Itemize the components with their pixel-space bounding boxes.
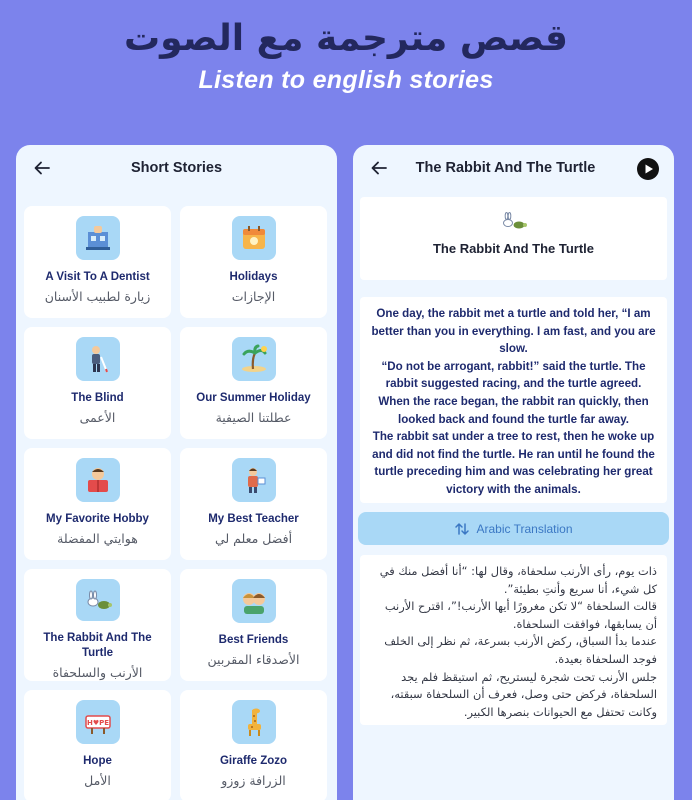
story-title-ar: عطلتنا الصيفية: [215, 410, 292, 425]
list-title: Short Stories: [130, 160, 223, 176]
story-title-en: Our Summer Holiday: [196, 392, 311, 404]
story-detail-screen: [353, 145, 674, 800]
play-icon[interactable]: [636, 157, 660, 181]
back-arrow-icon[interactable]: [32, 158, 52, 178]
story-card-dentist[interactable]: [24, 206, 171, 318]
calendar-icon: [232, 216, 276, 260]
hope-sign-icon: [76, 700, 120, 744]
giraffe-icon: [232, 700, 276, 744]
story-card-summer-holiday[interactable]: [180, 327, 327, 439]
story-card-the-blind[interactable]: [24, 327, 171, 439]
reading-icon: [76, 458, 120, 502]
story-card-best-friends[interactable]: [180, 569, 327, 681]
story-title-ar: الأرنب والسلحفاة: [52, 665, 143, 680]
story-title-en: The Rabbit And The Turtle: [43, 632, 152, 659]
svg-text:H♥PE: H♥PE: [86, 719, 109, 727]
swap-vertical-icon: [454, 521, 470, 537]
story-title: The Rabbit And The Turtle: [432, 241, 595, 256]
story-title-en: The Blind: [71, 392, 124, 404]
story-title-en: My Best Teacher: [208, 513, 299, 525]
story-card-favorite-hobby[interactable]: [24, 448, 171, 560]
story-title-en: Hope: [83, 755, 112, 767]
story-grid: [24, 206, 328, 800]
story-title-ar: الأمل: [84, 773, 111, 788]
story-text-ar: ذات يوم، رأى الأرنب سلحفاة، وقال لها: “أنا أفضل منك في كل شيء، أنا سريع وأنتِ بطيئة”. قالت السلحفاة “لا تكن مغرورًا أيها الأرنب!”، اقترح الأرنب أن يسابقها، فوافقت السلحفاة. عندما بدأ السباق، ركض الأرنب بسرعة، ثم نظر إلى الخلف فوجد السلحفاة بعيدة. جلس الأرنب تحت شجرة ليستريح، ثم استيقظ فلم يجد السلحفاة، فركض حتى وصل، فعرف أن السلحفاة سبقته، وكانت تحتفل مع الحيوانات بنصرها الكبير.: [379, 564, 657, 719]
english-story-box: [360, 297, 667, 503]
translate-label: Arabic Translation: [476, 521, 573, 536]
detail-title: The Rabbit And The Turtle: [415, 160, 596, 176]
hero-subtitle-en: Listen to english stories: [198, 66, 494, 94]
story-card-best-teacher[interactable]: [180, 448, 327, 560]
story-header-box: [360, 197, 667, 280]
story-title-ar: الأعمى: [79, 410, 116, 425]
teacher-icon: [232, 458, 276, 502]
arabic-translation-button[interactable]: [358, 512, 669, 545]
story-card-giraffe-zozo[interactable]: [180, 690, 327, 800]
story-title-en: Best Friends: [218, 634, 289, 646]
story-title-en: Holidays: [229, 271, 278, 283]
story-paragraph-en: One day, the rabbit met a turtle and told her, “I am better than you in everything. I am fast, and you are slow. “Do not be arrogant, rabbit!” said the turtle. The rabbit suggested racing, and the turtle agreed. When the race began, the rabbit ran quickly, then looked back and found the turtle far away. The rabbit sat under a tree to rest, then he woke up and did not find the turtle. He ran until he found the turtle preceding him and was celebrating her great victory with the animals.: [371, 307, 656, 496]
story-title-en: A Visit To A Dentist: [45, 271, 150, 283]
story-title-ar: الزرافة زوزو: [221, 773, 286, 788]
story-title-ar: زيارة لطبيب الأسنان: [44, 289, 151, 304]
story-title-ar: الأصدقاء المقربين: [207, 652, 300, 667]
arabic-story-box: [360, 555, 667, 725]
back-arrow-icon[interactable]: [369, 158, 389, 178]
rabbit-turtle-icon: [360, 209, 667, 231]
detail-app-bar: [353, 145, 674, 191]
story-title-en: My Favorite Hobby: [46, 513, 149, 525]
dentist-icon: [76, 216, 120, 260]
story-list-screen: [16, 145, 337, 800]
story-title-ar: أفضل معلم لي: [214, 531, 293, 546]
story-card-holidays[interactable]: [180, 206, 327, 318]
blind-man-icon: [76, 337, 120, 381]
list-app-bar: [16, 145, 337, 191]
story-text-en: [366, 305, 661, 499]
friends-icon: [232, 579, 276, 623]
story-card-hope[interactable]: [24, 690, 171, 800]
palm-island-icon: [232, 337, 276, 381]
story-title-ar: هوايتي المفضلة: [57, 531, 138, 546]
story-title-ar: الإجازات: [231, 289, 276, 304]
story-title-en: Giraffe Zozo: [219, 755, 288, 767]
rabbit-turtle-icon: [76, 579, 120, 621]
story-card-rabbit-turtle[interactable]: [24, 569, 171, 681]
hero-title-ar: قصص مترجمة مع الصوت: [123, 18, 568, 59]
